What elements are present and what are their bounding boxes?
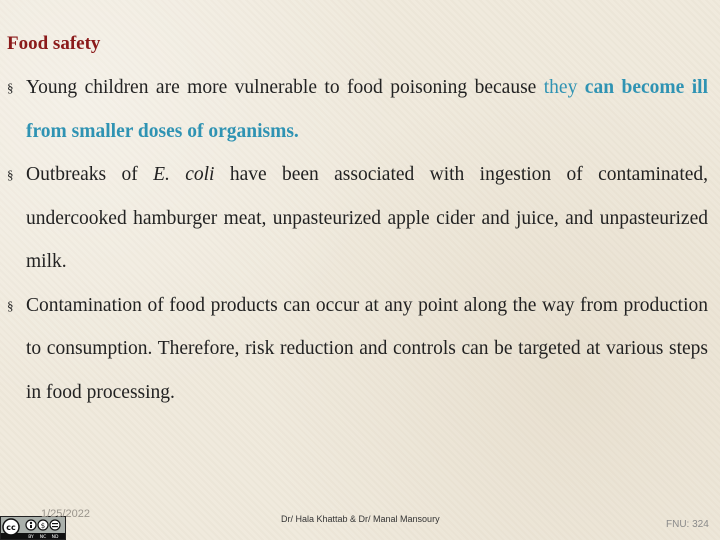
bullet-text: Contamination of food products can occur at any point along the way from production to consumption. Therefore, risk reduction and controls can be targeted at various steps in food processing. [26,294,708,403]
highlight-bold-text: can become ill from smaller doses of organisms. [26,77,708,142]
license-label-nc: NC [39,535,47,539]
bullet-marker: § [7,297,14,313]
bullet-list [6,66,708,414]
bullet-text-continued: have been associated with ingestion of contaminated, undercooked hamburger meat, unpasteurized apple cider and juice, and unpasteurized milk. [26,164,709,272]
organism-name: E. coli [153,164,215,185]
creative-commons-by-nc-nd-icon [1,517,65,539]
bullet-item-contamination [6,284,708,415]
bullet-item-vulnerable-children [6,66,708,153]
svg-text:$: $ [40,522,46,530]
slide-title: Food safety [7,33,101,54]
bullet-text: Outbreaks of [26,164,154,185]
bullet-text: Young children are more vulnerable to food poisoning because [26,77,544,98]
bullet-marker: § [7,80,14,95]
footer-authors: Dr/ Hala Khattab & Dr/ Manal Mansoury [281,514,440,524]
license-label-by: BY [28,535,34,539]
license-label-nd: ND [51,535,59,539]
bullet-item-ecoli-outbreaks [6,153,708,284]
footer-date: 1/25/2022 [41,508,90,520]
footer-page-number: FNU: 324 [666,519,709,530]
svg-text:cc: cc [6,523,16,532]
bullet-marker: § [7,167,14,182]
highlight-text: they [543,77,578,98]
